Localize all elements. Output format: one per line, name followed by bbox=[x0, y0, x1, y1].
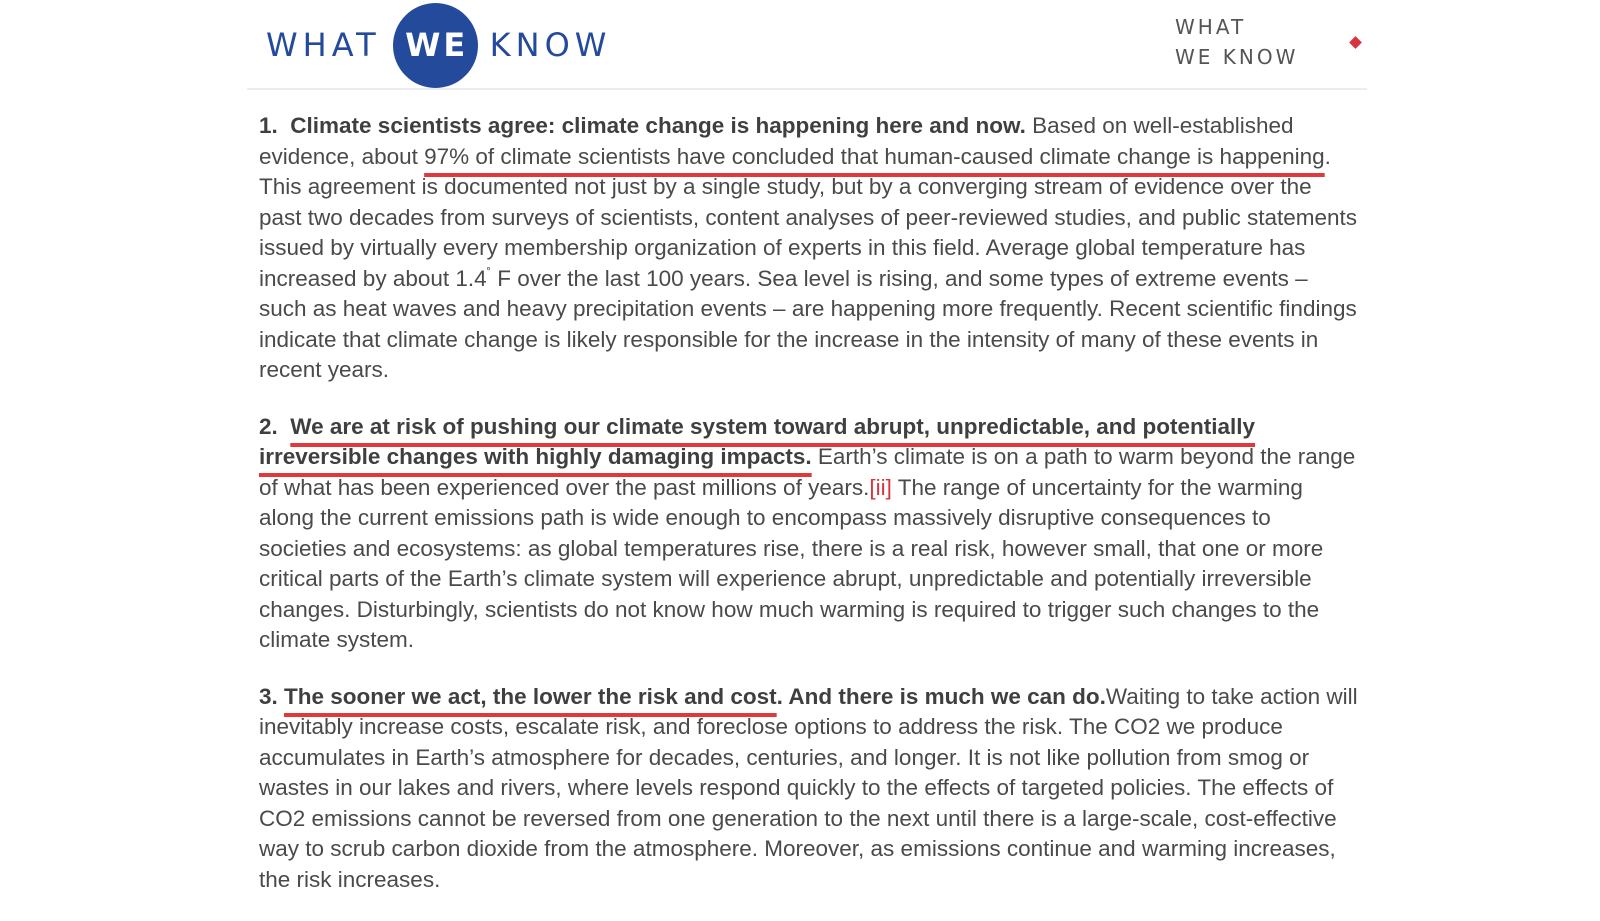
nav-line-2: WE KNOW bbox=[1175, 45, 1299, 69]
point-2-heading: We are at risk of pushing our climate system toward abrupt, unpredictable, and potentially irreversible changes with highly damaging impacts. bbox=[259, 413, 1256, 469]
point-1-text-2: . This agreement is documented not just by a single study, but by a converging stream of evidence over the past two decades from surveys of scientists, content analyses of peer-reviewed studies, and public statements issued by virtually every membership organization of experts in this field. Average global temperature has increased by about 1.4 bbox=[259, 143, 1358, 291]
diamond-icon[interactable] bbox=[1349, 36, 1362, 49]
point-2-text-2: The range of uncertainty for the warming along the current emissions path is wide enough to encompass massively disruptive consequences to societies and ecosystems: as global temperatures rise, there is a real risk, however small, that one or more critical parts of the Earth’s climate system will experience abrupt, unpredictable and potentially irreversible changes. Disturbingly, scientists do not know how much warming is required to trigger such changes to the climate system. bbox=[259, 474, 1324, 652]
point-1-number: 1. bbox=[259, 113, 278, 138]
point-1-text-3: F over the last 100 years. Sea level is rising, and some types of extreme events – such as heat waves and heavy precipitation events – are happening more frequently. Recent scientific findings indicate that climate change is likely responsible for the increase in the intensity of many of these events in recent years. bbox=[259, 265, 1357, 382]
point-1 bbox=[259, 111, 1359, 386]
point-3-number: 3. bbox=[259, 683, 278, 709]
point-1-heading: Climate scientists agree: climate change is happening here and now. bbox=[290, 113, 1026, 138]
point-3-heading-underlined: The sooner we act, the lower the risk and cost bbox=[284, 683, 777, 709]
point-1-text-1: Based on well-established evidence, about bbox=[259, 113, 1294, 169]
point-2-number: 2. bbox=[259, 413, 278, 439]
point-3-heading-rest: . And there is much we can do. bbox=[776, 683, 1106, 709]
site-header bbox=[247, 0, 1367, 90]
logo-word-know: KNOW bbox=[489, 26, 612, 64]
logo-word-what: WHAT bbox=[266, 26, 381, 64]
nav-what-we-know-link[interactable] bbox=[1175, 12, 1335, 72]
article-body bbox=[259, 111, 1359, 921]
degree-symbol: ˚ bbox=[486, 265, 492, 280]
point-2-text-1: Earth’s climate is on a path to warm beyond the range of what has been experienced over the past millions of years. bbox=[259, 444, 1356, 500]
point-3-text-1: Waiting to take action will inevitably increase costs, escalate risk, and foreclose options to address the risk. The CO2 we produce accumulates in Earth’s atmosphere for decades, centuries, and longer. It is not like pollution from smog or wastes in our lakes and rivers, where levels respond quickly to the effects of targeted policies. The effects of CO2 emissions cannot be reversed from one generation to the next until there is a large-scale, cost-effective way to scrub carbon dioxide from the atmosphere. Moreover, as emissions continue and warming increases, the risk increases. bbox=[259, 683, 1358, 892]
footnote-ref-ii[interactable]: [ii] bbox=[869, 474, 892, 500]
logo-circle bbox=[393, 3, 478, 88]
logo-word-we: WE bbox=[405, 26, 469, 64]
point-2 bbox=[259, 412, 1359, 656]
point-1-underlined-claim: 97% of climate scientists have concluded that human-caused climate change is happening bbox=[424, 143, 1325, 169]
site-logo[interactable] bbox=[266, 0, 611, 90]
nav-line-1: WHAT bbox=[1175, 15, 1247, 39]
point-3 bbox=[259, 682, 1359, 896]
